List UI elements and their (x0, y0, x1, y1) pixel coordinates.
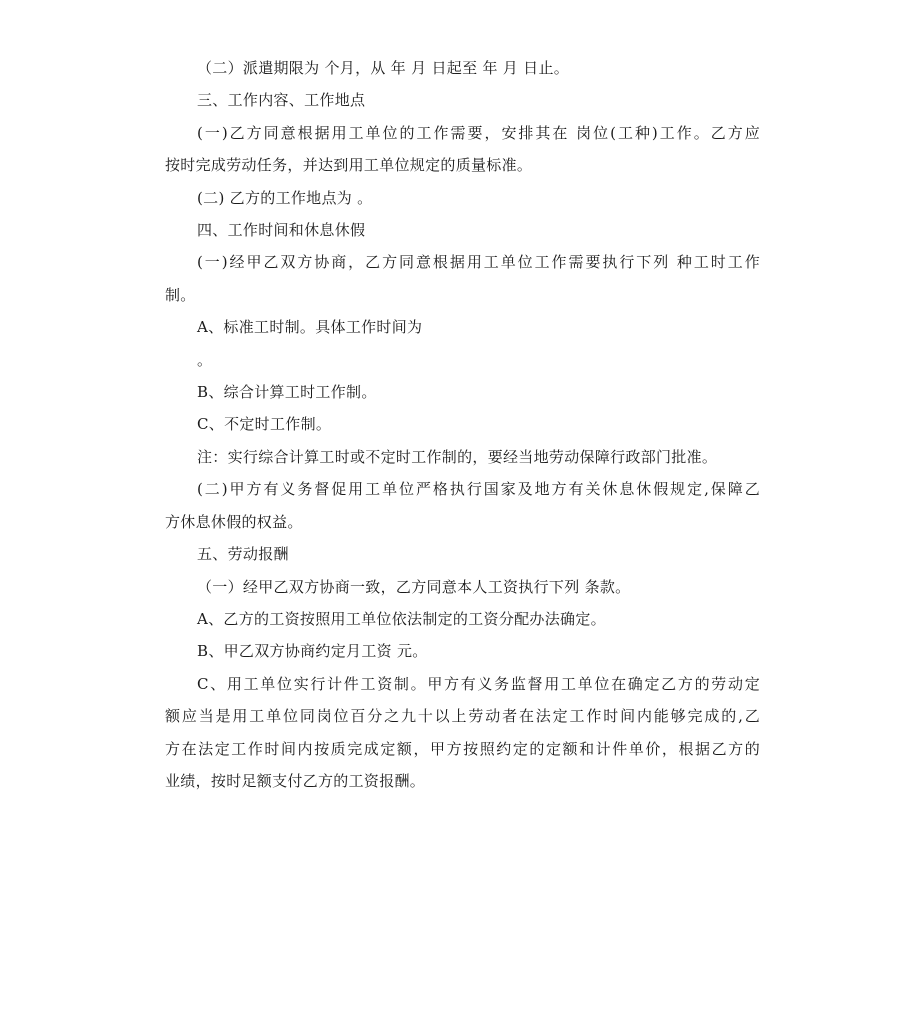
option-piece-rate-cont-1: 额应当是用工单位同岗位百分之九十以上劳动者在法定工作时间内能够完成的,乙 (165, 707, 760, 726)
option-piece-rate: C、用工单位实行计件工资制。甲方有义务监督用工单位在确定乙方的劳动定 (197, 674, 760, 693)
option-wage-distribution: A、乙方的工资按照用工单位依法制定的工资分配办法确定。 (197, 609, 606, 628)
option-monthly-wage: B、甲乙双方协商约定月工资 元。 (197, 642, 428, 661)
clause-rest-leave-cont: 方休息休假的权益。 (165, 512, 303, 531)
clause-work-position-cont: 按时完成劳动任务，并达到用工单位规定的质量标准。 (165, 156, 533, 175)
clause-rest-leave: (二)甲方有义务督促用工单位严格执行国家及地方有关休息休假规定,保障乙 (197, 480, 760, 499)
clause-wage-terms: （一）经甲乙双方协商一致，乙方同意本人工资执行下列 条款。 (197, 577, 631, 596)
clause-work-hours-system-cont: 制。 (165, 285, 196, 304)
section-heading-work-hours: 四、工作时间和休息休假 (197, 221, 366, 240)
option-standard-hours-cont: 。 (197, 350, 213, 369)
clause-work-location: (二) 乙方的工作地点为 。 (197, 188, 373, 207)
document-page (165, 52, 760, 797)
option-comprehensive-hours: B、综合计算工时工作制。 (197, 383, 377, 402)
clause-work-hours-system: (一)经甲乙双方协商，乙方同意根据用工单位工作需要执行下列 种工时工作 (197, 253, 760, 272)
clause-dispatch-period: （二）派遣期限为 个月，从 年 月 日起至 年 月 日止。 (197, 59, 570, 77)
clause-work-position: (一)乙方同意根据用工单位的工作需要，安排其在 岗位(工种)工作。乙方应 (197, 123, 760, 142)
option-piece-rate-cont-2: 方在法定工作时间内按质完成定额，甲方按照约定的定额和计件单价，根据乙方的 (165, 739, 760, 758)
option-flexible-hours: C、不定时工作制。 (197, 415, 332, 434)
option-standard-hours: A、标准工时制。具体工作时间为 (197, 318, 423, 337)
option-piece-rate-cont-3: 业绩，按时足额支付乙方的工资报酬。 (165, 771, 426, 790)
section-heading-compensation: 五、劳动报酬 (197, 545, 289, 564)
section-heading-work-content: 三、工作内容、工作地点 (197, 91, 366, 110)
note-approval: 注：实行综合计算工时或不定时工作制的，要经当地劳动保障行政部门批准。 (197, 447, 718, 466)
